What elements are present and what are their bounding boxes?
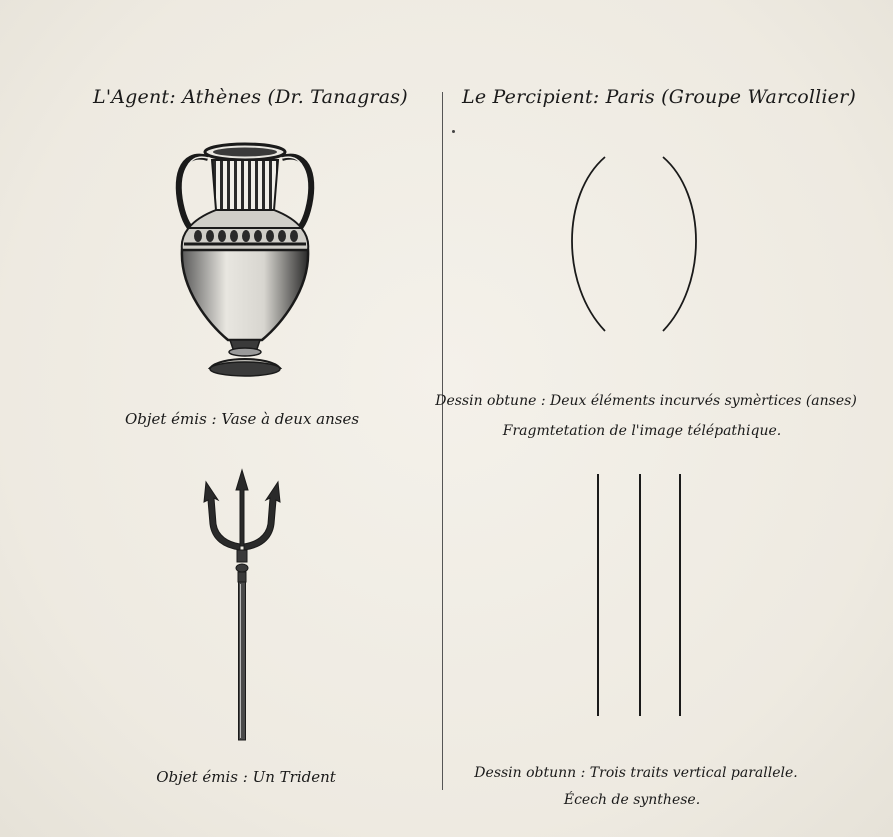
drawing-caption-trident-line1: Dessin obtunn : Trois traits vertical parallele. <box>474 765 798 781</box>
object-caption-vase: Objet émis : Vase à deux anses <box>124 410 360 428</box>
drawing-caption-trident-line2: Écech de synthese. <box>563 792 701 808</box>
trident-icon <box>200 468 285 743</box>
column-divider <box>442 92 443 790</box>
agent-heading: L'Agent: Athènes (Dr. Tanagras) <box>93 86 408 108</box>
object-caption-trident: Objet émis : Un Trident <box>156 768 336 786</box>
two-curved-arcs-drawing <box>565 155 705 335</box>
drawing-caption-vase-line2: Fragmtetation de l'image télépathique. <box>502 423 782 439</box>
ink-speck <box>452 130 455 133</box>
amphora-vase-icon <box>170 140 320 385</box>
drawing-caption-vase-line1: Dessin obtune : Deux éléments incurvés symèrtices (anses) <box>435 393 857 409</box>
three-vertical-lines-drawing <box>590 474 690 719</box>
percipient-heading: Le Percipient: Paris (Groupe Warcollier) <box>462 86 857 108</box>
